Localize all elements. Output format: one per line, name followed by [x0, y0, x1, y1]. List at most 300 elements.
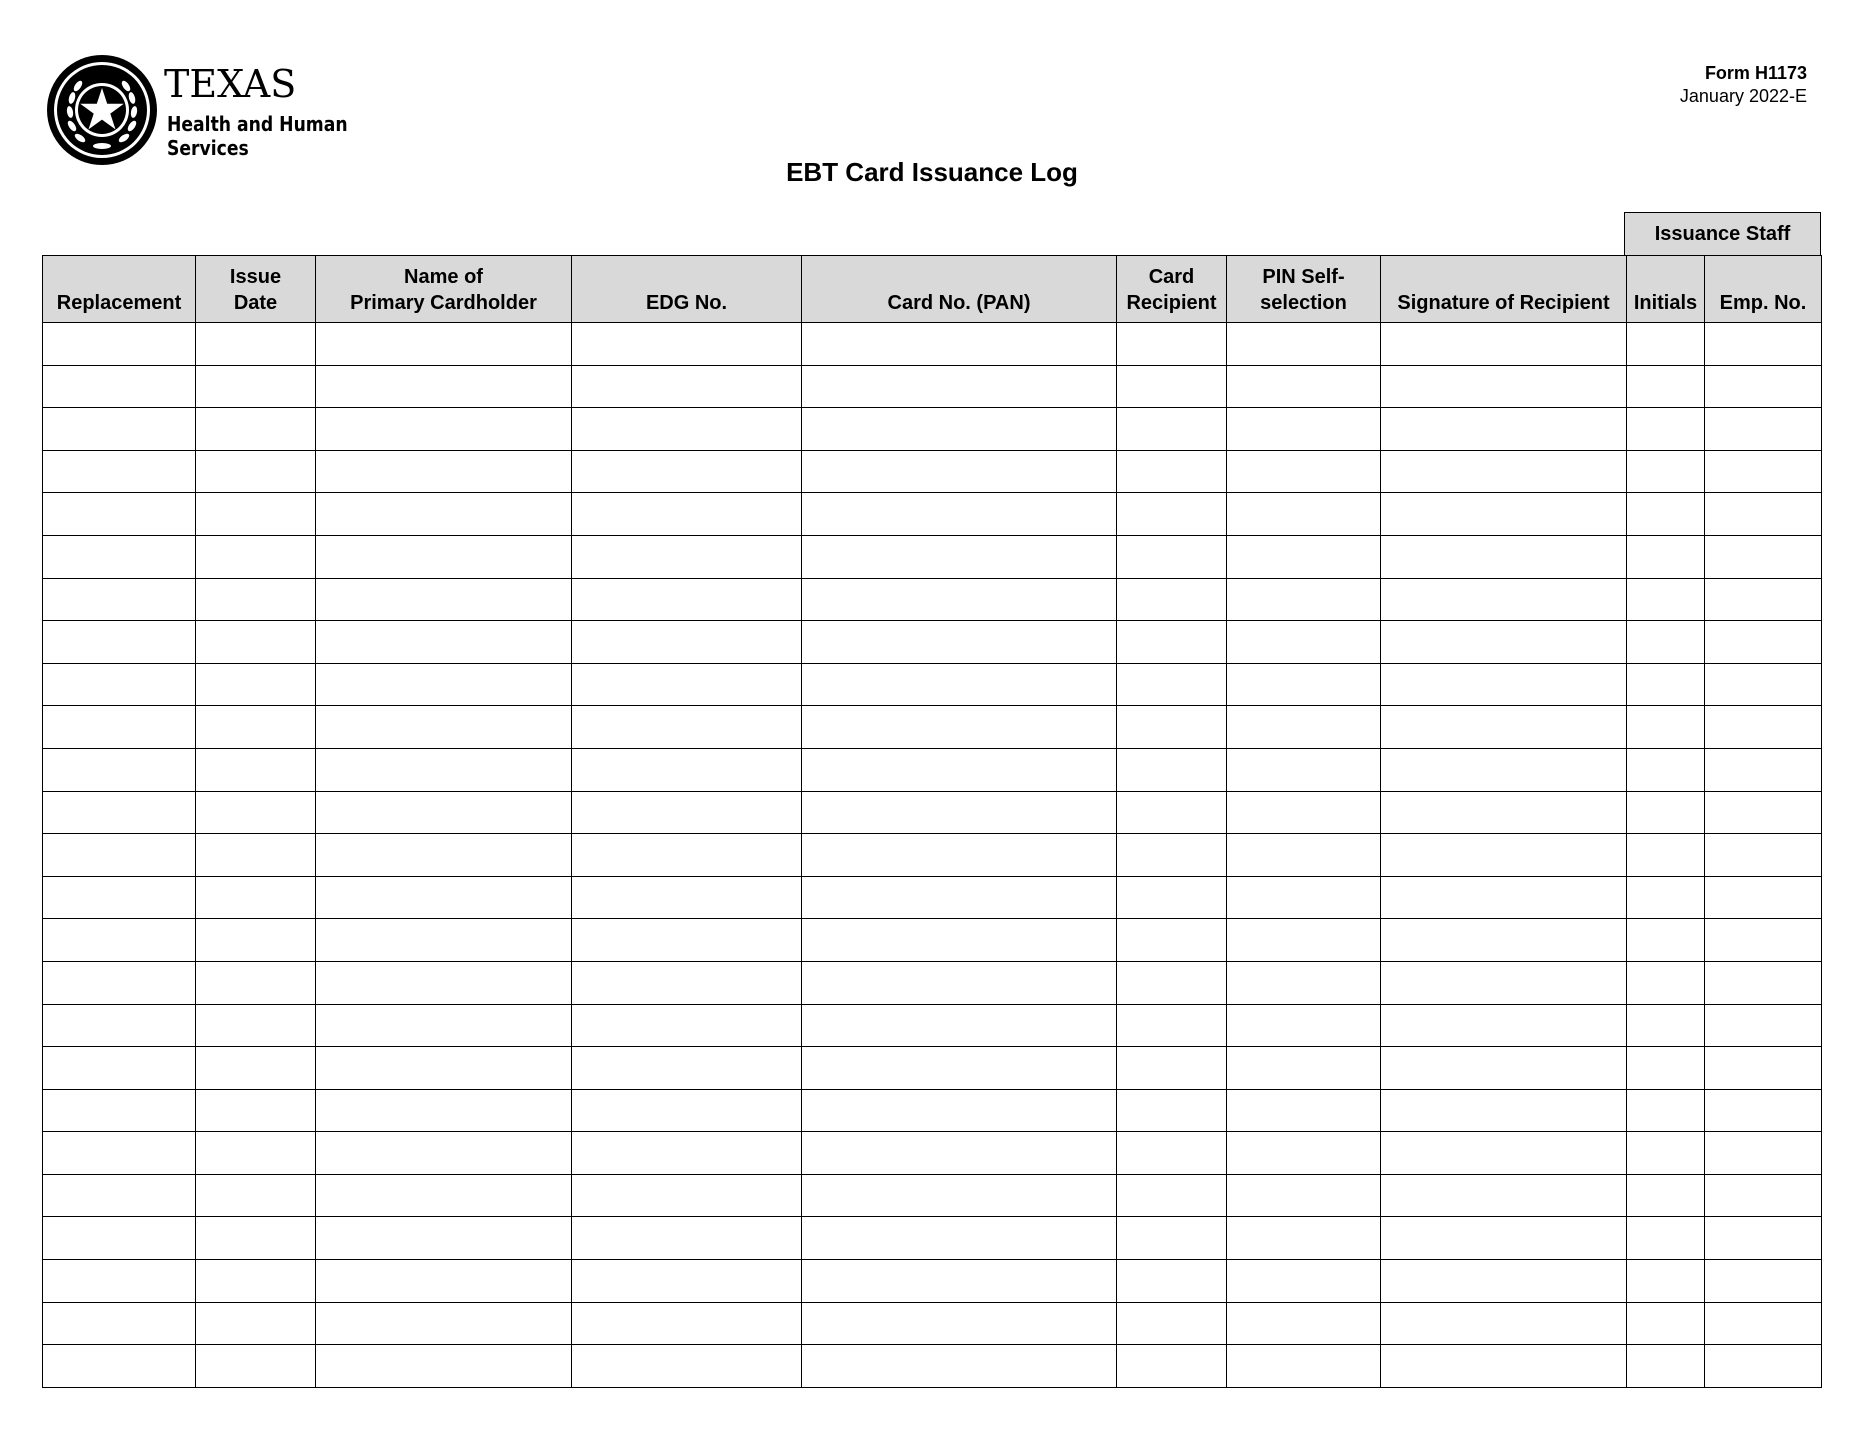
entry-cell-staff-employee-number[interactable]: [1705, 791, 1822, 834]
entry-cell-edg-number[interactable]: [572, 621, 802, 664]
entry-cell-pin-self-selection[interactable]: [1227, 706, 1381, 749]
entry-cell-issue-date[interactable]: [196, 1089, 316, 1132]
entry-cell-staff-initials[interactable]: [1627, 1217, 1705, 1260]
entry-cell-replacement[interactable]: [43, 1260, 196, 1303]
entry-cell-card-number-pan[interactable]: [802, 450, 1117, 493]
entry-cell-primary-cardholder-name[interactable]: [316, 1345, 572, 1388]
entry-cell-staff-employee-number[interactable]: [1705, 1302, 1822, 1345]
entry-cell-card-number-pan[interactable]: [802, 408, 1117, 451]
entry-cell-staff-initials[interactable]: [1627, 748, 1705, 791]
entry-cell-issue-date[interactable]: [196, 1047, 316, 1090]
form-revision-date: January 2022-E: [1679, 86, 1807, 106]
entry-cell-staff-employee-number[interactable]: [1705, 663, 1822, 706]
table-row: [43, 791, 1822, 834]
entry-cell-issue-date[interactable]: [196, 1345, 316, 1388]
entry-cell-primary-cardholder-name[interactable]: [316, 578, 572, 621]
entry-cell-recipient-signature[interactable]: [1381, 663, 1627, 706]
entry-cell-edg-number[interactable]: [572, 791, 802, 834]
entry-cell-card-recipient[interactable]: [1117, 919, 1227, 962]
entry-cell-card-number-pan[interactable]: [802, 1089, 1117, 1132]
entry-cell-replacement[interactable]: [43, 1345, 196, 1388]
entry-cell-primary-cardholder-name[interactable]: [316, 408, 572, 451]
entry-cell-primary-cardholder-name[interactable]: [316, 493, 572, 536]
entry-cell-staff-employee-number[interactable]: [1705, 1345, 1822, 1388]
entry-cell-staff-initials[interactable]: [1627, 1132, 1705, 1175]
entry-cell-issue-date[interactable]: [196, 1004, 316, 1047]
entry-cell-staff-employee-number[interactable]: [1705, 961, 1822, 1004]
table-row: [43, 578, 1822, 621]
entry-cell-pin-self-selection[interactable]: [1227, 748, 1381, 791]
entry-cell-issue-date[interactable]: [196, 706, 316, 749]
issuance-staff-group-header: Issuance Staff: [1624, 212, 1821, 255]
table-row: [43, 535, 1822, 578]
entry-cell-primary-cardholder-name[interactable]: [316, 748, 572, 791]
entry-cell-primary-cardholder-name[interactable]: [316, 1217, 572, 1260]
logo-agency-text-line2: Services: [167, 136, 249, 160]
entry-cell-staff-employee-number[interactable]: [1705, 919, 1822, 962]
entry-cell-card-recipient[interactable]: [1117, 1345, 1227, 1388]
entry-cell-recipient-signature[interactable]: [1381, 919, 1627, 962]
entry-cell-card-recipient[interactable]: [1117, 1047, 1227, 1090]
entry-cell-staff-initials[interactable]: [1627, 493, 1705, 536]
entry-cell-card-number-pan[interactable]: [802, 621, 1117, 664]
entry-cell-edg-number[interactable]: [572, 748, 802, 791]
entry-cell-card-number-pan[interactable]: [802, 1345, 1117, 1388]
column-header-pin-self-selection: [1227, 256, 1381, 323]
table-row: [43, 1089, 1822, 1132]
entry-cell-edg-number[interactable]: [572, 706, 802, 749]
column-header-issue-date: [196, 256, 316, 323]
entry-cell-issue-date[interactable]: [196, 961, 316, 1004]
entry-cell-replacement[interactable]: [43, 1132, 196, 1175]
entry-cell-pin-self-selection[interactable]: [1227, 323, 1381, 366]
entry-cell-primary-cardholder-name[interactable]: [316, 706, 572, 749]
entry-cell-card-number-pan[interactable]: [802, 834, 1117, 877]
entry-cell-primary-cardholder-name[interactable]: [316, 450, 572, 493]
entry-cell-primary-cardholder-name[interactable]: [316, 1132, 572, 1175]
entry-cell-card-recipient[interactable]: [1117, 663, 1227, 706]
entry-cell-staff-employee-number[interactable]: [1705, 1004, 1822, 1047]
entry-cell-edg-number[interactable]: [572, 1174, 802, 1217]
logo-texas-text: TEXAS: [164, 62, 297, 106]
column-header-text: Initials: [1633, 292, 1698, 314]
entry-cell-card-number-pan[interactable]: [802, 919, 1117, 962]
entry-cell-pin-self-selection[interactable]: [1227, 919, 1381, 962]
entry-cell-issue-date[interactable]: [196, 1217, 316, 1260]
entry-cell-replacement[interactable]: [43, 1302, 196, 1345]
entry-cell-card-recipient[interactable]: [1117, 706, 1227, 749]
entry-cell-recipient-signature[interactable]: [1381, 791, 1627, 834]
entry-cell-replacement[interactable]: [43, 961, 196, 1004]
entry-cell-pin-self-selection[interactable]: [1227, 1302, 1381, 1345]
column-header-text: Recipient: [1126, 292, 1217, 314]
entry-cell-pin-self-selection[interactable]: [1227, 493, 1381, 536]
hhs-logo: [46, 54, 346, 166]
entry-cell-card-recipient[interactable]: [1117, 1302, 1227, 1345]
entry-cell-pin-self-selection[interactable]: [1227, 1174, 1381, 1217]
entry-cell-staff-employee-number[interactable]: [1705, 834, 1822, 877]
entry-cell-staff-employee-number[interactable]: [1705, 748, 1822, 791]
entry-cell-replacement[interactable]: [43, 663, 196, 706]
entry-cell-replacement[interactable]: [43, 323, 196, 366]
column-header-text: Replacement: [56, 292, 182, 314]
entry-cell-card-recipient[interactable]: [1117, 1217, 1227, 1260]
entry-cell-pin-self-selection[interactable]: [1227, 663, 1381, 706]
entry-cell-staff-initials[interactable]: [1627, 961, 1705, 1004]
entry-cell-replacement[interactable]: [43, 621, 196, 664]
entry-cell-staff-initials[interactable]: [1627, 1345, 1705, 1388]
entry-cell-primary-cardholder-name[interactable]: [316, 1004, 572, 1047]
entry-cell-edg-number[interactable]: [572, 1047, 802, 1090]
entry-cell-edg-number[interactable]: [572, 834, 802, 877]
entry-cell-recipient-signature[interactable]: [1381, 834, 1627, 877]
entry-cell-recipient-signature[interactable]: [1381, 621, 1627, 664]
entry-cell-recipient-signature[interactable]: [1381, 450, 1627, 493]
entry-cell-replacement[interactable]: [43, 450, 196, 493]
table-row: [43, 365, 1822, 408]
column-header-card-number-pan: [802, 256, 1117, 323]
entry-cell-card-recipient[interactable]: [1117, 791, 1227, 834]
entry-cell-edg-number[interactable]: [572, 450, 802, 493]
entry-cell-issue-date[interactable]: [196, 663, 316, 706]
entry-cell-primary-cardholder-name[interactable]: [316, 919, 572, 962]
entry-cell-card-number-pan[interactable]: [802, 1302, 1117, 1345]
table-row: [43, 706, 1822, 749]
entry-cell-primary-cardholder-name[interactable]: [316, 876, 572, 919]
column-header-edg-number: [572, 256, 802, 323]
entry-cell-replacement[interactable]: [43, 1174, 196, 1217]
entry-cell-staff-initials[interactable]: [1627, 1004, 1705, 1047]
entry-cell-primary-cardholder-name[interactable]: [316, 365, 572, 408]
column-header-recipient-signature: [1381, 256, 1627, 323]
entry-cell-recipient-signature[interactable]: [1381, 1260, 1627, 1303]
entry-cell-staff-employee-number[interactable]: [1705, 535, 1822, 578]
entry-cell-staff-employee-number[interactable]: [1705, 706, 1822, 749]
entry-cell-card-recipient[interactable]: [1117, 834, 1227, 877]
entry-cell-issue-date[interactable]: [196, 791, 316, 834]
entry-cell-pin-self-selection[interactable]: [1227, 578, 1381, 621]
entry-cell-staff-initials[interactable]: [1627, 706, 1705, 749]
entry-cell-staff-initials[interactable]: [1627, 834, 1705, 877]
column-header-text: Card: [1148, 266, 1195, 288]
entry-cell-card-recipient[interactable]: [1117, 323, 1227, 366]
entry-cell-replacement[interactable]: [43, 1047, 196, 1090]
entry-cell-card-recipient[interactable]: [1117, 1174, 1227, 1217]
entry-cell-staff-initials[interactable]: [1627, 876, 1705, 919]
table-row: [43, 876, 1822, 919]
entry-cell-issue-date[interactable]: [196, 578, 316, 621]
entry-cell-staff-initials[interactable]: [1627, 1047, 1705, 1090]
column-header-text: Emp. No.: [1719, 292, 1807, 314]
entry-cell-pin-self-selection[interactable]: [1227, 834, 1381, 877]
entry-cell-card-number-pan[interactable]: [802, 1004, 1117, 1047]
entry-cell-issue-date[interactable]: [196, 450, 316, 493]
column-header-text: EDG No.: [645, 292, 728, 314]
entry-cell-recipient-signature[interactable]: [1381, 706, 1627, 749]
table-row: [43, 1345, 1822, 1388]
entry-cell-staff-initials[interactable]: [1627, 323, 1705, 366]
entry-cell-staff-initials[interactable]: [1627, 1174, 1705, 1217]
entry-cell-recipient-signature[interactable]: [1381, 535, 1627, 578]
form-id: Form H1173: [1704, 63, 1807, 83]
entry-cell-primary-cardholder-name[interactable]: [316, 621, 572, 664]
entry-cell-pin-self-selection[interactable]: [1227, 876, 1381, 919]
entry-cell-recipient-signature[interactable]: [1381, 876, 1627, 919]
entry-cell-staff-employee-number[interactable]: [1705, 578, 1822, 621]
entry-cell-staff-employee-number[interactable]: [1705, 408, 1822, 451]
entry-cell-pin-self-selection[interactable]: [1227, 1345, 1381, 1388]
entry-cell-replacement[interactable]: [43, 493, 196, 536]
entry-cell-primary-cardholder-name[interactable]: [316, 961, 572, 1004]
entry-cell-edg-number[interactable]: [572, 1004, 802, 1047]
entry-cell-edg-number[interactable]: [572, 1260, 802, 1303]
entry-cell-card-recipient[interactable]: [1117, 578, 1227, 621]
entry-cell-staff-employee-number[interactable]: [1705, 365, 1822, 408]
entry-cell-replacement[interactable]: [43, 408, 196, 451]
entry-cell-recipient-signature[interactable]: [1381, 1345, 1627, 1388]
entry-cell-edg-number[interactable]: [572, 1345, 802, 1388]
column-header-primary-cardholder-name: [316, 256, 572, 323]
entry-cell-primary-cardholder-name[interactable]: [316, 834, 572, 877]
table-row: [43, 323, 1822, 366]
entry-cell-staff-initials[interactable]: [1627, 1089, 1705, 1132]
column-header-text: Card No. (PAN): [887, 292, 1031, 314]
entry-cell-issue-date[interactable]: [196, 1302, 316, 1345]
entry-cell-card-recipient[interactable]: [1117, 450, 1227, 493]
entry-cell-card-number-pan[interactable]: [802, 748, 1117, 791]
entry-cell-staff-employee-number[interactable]: [1705, 1132, 1822, 1175]
entry-cell-staff-employee-number[interactable]: [1705, 1217, 1822, 1260]
entry-cell-staff-initials[interactable]: [1627, 1302, 1705, 1345]
entry-cell-edg-number[interactable]: [572, 1132, 802, 1175]
column-header-text: Date: [233, 292, 278, 314]
entry-cell-staff-initials[interactable]: [1627, 663, 1705, 706]
entry-cell-recipient-signature[interactable]: [1381, 961, 1627, 1004]
entry-cell-recipient-signature[interactable]: [1381, 408, 1627, 451]
entry-cell-staff-initials[interactable]: [1627, 535, 1705, 578]
entry-cell-edg-number[interactable]: [572, 663, 802, 706]
entry-cell-edg-number[interactable]: [572, 919, 802, 962]
entry-cell-card-recipient[interactable]: [1117, 1132, 1227, 1175]
entry-cell-edg-number[interactable]: [572, 365, 802, 408]
entry-cell-staff-employee-number[interactable]: [1705, 876, 1822, 919]
entry-cell-issue-date[interactable]: [196, 365, 316, 408]
entry-cell-card-number-pan[interactable]: [802, 876, 1117, 919]
column-header-replacement: [43, 256, 196, 323]
entry-cell-issue-date[interactable]: [196, 323, 316, 366]
column-header-card-recipient: [1117, 256, 1227, 323]
entry-cell-card-number-pan[interactable]: [802, 1132, 1117, 1175]
entry-cell-primary-cardholder-name[interactable]: [316, 791, 572, 834]
entry-cell-replacement[interactable]: [43, 706, 196, 749]
entry-cell-pin-self-selection[interactable]: [1227, 1047, 1381, 1090]
entry-cell-issue-date[interactable]: [196, 748, 316, 791]
entry-cell-replacement[interactable]: [43, 578, 196, 621]
table-row: [43, 919, 1822, 962]
entry-cell-pin-self-selection[interactable]: [1227, 1004, 1381, 1047]
entry-cell-primary-cardholder-name[interactable]: [316, 663, 572, 706]
entry-cell-card-number-pan[interactable]: [802, 1047, 1117, 1090]
entry-cell-recipient-signature[interactable]: [1381, 493, 1627, 536]
entry-cell-replacement[interactable]: [43, 1217, 196, 1260]
entry-cell-pin-self-selection[interactable]: [1227, 791, 1381, 834]
entry-cell-card-recipient[interactable]: [1117, 365, 1227, 408]
entry-cell-pin-self-selection[interactable]: [1227, 621, 1381, 664]
entry-cell-staff-employee-number[interactable]: [1705, 1174, 1822, 1217]
entry-cell-replacement[interactable]: [43, 834, 196, 877]
entry-cell-replacement[interactable]: [43, 919, 196, 962]
entry-cell-staff-initials[interactable]: [1627, 578, 1705, 621]
entry-cell-edg-number[interactable]: [572, 1302, 802, 1345]
entry-cell-staff-initials[interactable]: [1627, 621, 1705, 664]
entry-cell-recipient-signature[interactable]: [1381, 1302, 1627, 1345]
table-row: [43, 748, 1822, 791]
entry-cell-primary-cardholder-name[interactable]: [316, 1047, 572, 1090]
column-header-text: Signature of Recipient: [1397, 292, 1610, 314]
column-header-text: Primary Cardholder: [350, 292, 537, 314]
entry-cell-card-recipient[interactable]: [1117, 535, 1227, 578]
entry-cell-staff-employee-number[interactable]: [1705, 1089, 1822, 1132]
entry-cell-primary-cardholder-name[interactable]: [316, 535, 572, 578]
entry-cell-primary-cardholder-name[interactable]: [316, 1174, 572, 1217]
entry-cell-issue-date[interactable]: [196, 1174, 316, 1217]
entry-cell-edg-number[interactable]: [572, 323, 802, 366]
entry-cell-primary-cardholder-name[interactable]: [316, 323, 572, 366]
entry-cell-card-recipient[interactable]: [1117, 961, 1227, 1004]
entry-cell-card-number-pan[interactable]: [802, 493, 1117, 536]
entry-cell-card-number-pan[interactable]: [802, 535, 1117, 578]
entry-cell-staff-employee-number[interactable]: [1705, 1047, 1822, 1090]
entry-cell-card-recipient[interactable]: [1117, 1260, 1227, 1303]
entry-cell-recipient-signature[interactable]: [1381, 365, 1627, 408]
table-row: [43, 1174, 1822, 1217]
entry-cell-issue-date[interactable]: [196, 1260, 316, 1303]
entry-cell-card-number-pan[interactable]: [802, 1174, 1117, 1217]
entry-cell-replacement[interactable]: [43, 1089, 196, 1132]
table-row: [43, 1217, 1822, 1260]
entry-cell-card-number-pan[interactable]: [802, 663, 1117, 706]
entry-cell-staff-employee-number[interactable]: [1705, 450, 1822, 493]
entry-cell-staff-employee-number[interactable]: [1705, 621, 1822, 664]
entry-cell-recipient-signature[interactable]: [1381, 1217, 1627, 1260]
entry-cell-recipient-signature[interactable]: [1381, 1004, 1627, 1047]
entry-cell-card-recipient[interactable]: [1117, 748, 1227, 791]
column-header-text: selection: [1260, 292, 1347, 314]
entry-cell-recipient-signature[interactable]: [1381, 1089, 1627, 1132]
entry-cell-edg-number[interactable]: [572, 493, 802, 536]
entry-cell-staff-employee-number[interactable]: [1705, 1260, 1822, 1303]
entry-cell-staff-initials[interactable]: [1627, 1260, 1705, 1303]
entry-cell-recipient-signature[interactable]: [1381, 1174, 1627, 1217]
logo-agency-text-line1: Health and Human: [167, 112, 348, 136]
entry-cell-card-number-pan[interactable]: [802, 706, 1117, 749]
entry-cell-edg-number[interactable]: [572, 408, 802, 451]
entry-cell-pin-self-selection[interactable]: [1227, 408, 1381, 451]
entry-cell-issue-date[interactable]: [196, 919, 316, 962]
table-row: [43, 961, 1822, 1004]
table-row: [43, 621, 1822, 664]
entry-cell-card-number-pan[interactable]: [802, 961, 1117, 1004]
entry-cell-issue-date[interactable]: [196, 621, 316, 664]
entry-cell-issue-date[interactable]: [196, 408, 316, 451]
entry-cell-card-recipient[interactable]: [1117, 1089, 1227, 1132]
entry-cell-edg-number[interactable]: [572, 1217, 802, 1260]
entry-cell-pin-self-selection[interactable]: [1227, 1089, 1381, 1132]
column-header-text: Issue: [229, 266, 282, 288]
table-row: [43, 663, 1822, 706]
entry-cell-edg-number[interactable]: [572, 535, 802, 578]
column-header-text: PIN Self-: [1262, 266, 1345, 288]
entry-cell-issue-date[interactable]: [196, 1132, 316, 1175]
entry-cell-staff-initials[interactable]: [1627, 919, 1705, 962]
table-row: [43, 834, 1822, 877]
entry-cell-replacement[interactable]: [43, 748, 196, 791]
entry-cell-staff-employee-number[interactable]: [1705, 493, 1822, 536]
entry-cell-recipient-signature[interactable]: [1381, 578, 1627, 621]
table-row: [43, 493, 1822, 536]
table-row: [43, 1302, 1822, 1345]
entry-cell-card-number-pan[interactable]: [802, 1260, 1117, 1303]
entry-cell-card-number-pan[interactable]: [802, 578, 1117, 621]
entry-cell-pin-self-selection[interactable]: [1227, 961, 1381, 1004]
entry-cell-pin-self-selection[interactable]: [1227, 1260, 1381, 1303]
entry-cell-staff-initials[interactable]: [1627, 791, 1705, 834]
entry-cell-card-recipient[interactable]: [1117, 493, 1227, 536]
entry-cell-staff-employee-number[interactable]: [1705, 323, 1822, 366]
entry-cell-card-recipient[interactable]: [1117, 408, 1227, 451]
form-meta: [1680, 62, 1807, 108]
entry-cell-issue-date[interactable]: [196, 493, 316, 536]
entry-cell-primary-cardholder-name[interactable]: [316, 1260, 572, 1303]
entry-cell-card-recipient[interactable]: [1117, 1004, 1227, 1047]
issuance-log-table: [42, 255, 1822, 1388]
entry-cell-recipient-signature[interactable]: [1381, 748, 1627, 791]
column-header-text: Name of: [404, 266, 483, 288]
entry-cell-replacement[interactable]: [43, 365, 196, 408]
entry-cell-pin-self-selection[interactable]: [1227, 450, 1381, 493]
entry-cell-card-number-pan[interactable]: [802, 323, 1117, 366]
entry-cell-recipient-signature[interactable]: [1381, 1132, 1627, 1175]
entry-cell-pin-self-selection[interactable]: [1227, 1132, 1381, 1175]
entry-cell-replacement[interactable]: [43, 791, 196, 834]
entry-cell-replacement[interactable]: [43, 535, 196, 578]
entry-cell-pin-self-selection[interactable]: [1227, 1217, 1381, 1260]
entry-cell-card-number-pan[interactable]: [802, 365, 1117, 408]
entry-cell-staff-initials[interactable]: [1627, 450, 1705, 493]
entry-cell-staff-initials[interactable]: [1627, 408, 1705, 451]
entry-cell-issue-date[interactable]: [196, 834, 316, 877]
entry-cell-replacement[interactable]: [43, 1004, 196, 1047]
entry-cell-staff-initials[interactable]: [1627, 365, 1705, 408]
entry-cell-edg-number[interactable]: [572, 961, 802, 1004]
entry-cell-replacement[interactable]: [43, 876, 196, 919]
entry-cell-edg-number[interactable]: [572, 1089, 802, 1132]
entry-cell-pin-self-selection[interactable]: [1227, 365, 1381, 408]
entry-cell-issue-date[interactable]: [196, 535, 316, 578]
entry-cell-issue-date[interactable]: [196, 876, 316, 919]
entry-cell-card-recipient[interactable]: [1117, 876, 1227, 919]
entry-cell-card-number-pan[interactable]: [802, 791, 1117, 834]
entry-cell-primary-cardholder-name[interactable]: [316, 1089, 572, 1132]
entry-cell-pin-self-selection[interactable]: [1227, 535, 1381, 578]
entry-cell-card-recipient[interactable]: [1117, 621, 1227, 664]
entry-cell-card-number-pan[interactable]: [802, 1217, 1117, 1260]
entry-cell-edg-number[interactable]: [572, 578, 802, 621]
entry-cell-recipient-signature[interactable]: [1381, 1047, 1627, 1090]
entry-cell-primary-cardholder-name[interactable]: [316, 1302, 572, 1345]
entry-cell-edg-number[interactable]: [572, 876, 802, 919]
entry-cell-recipient-signature[interactable]: [1381, 323, 1627, 366]
